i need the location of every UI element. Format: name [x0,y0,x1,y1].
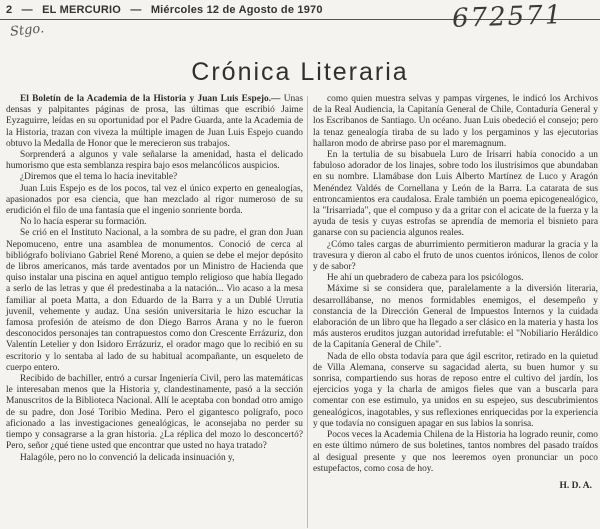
author-signature: H. D. A. [559,480,592,491]
paragraph: Pocos veces la Academia Chilena de la Historia ha logrado reunir, como en este último número de sus boletines, tantos nombres del pasado traídos al desigual presente y que nos leeremos oyen pronunciar un poco estupefactos, como cosa de hoy. [313,430,598,474]
paragraph: No lo hacía esperar su formación. [20,217,147,228]
header-dash: — [130,4,142,16]
handwritten-location-note: Stgo. [9,21,45,40]
paragraph: ¿Cómo tales cargas de aburrimiento permitieron madurar la gracia y la travesura y dieron al cabo el fruto de unos cuentos irónicos, llenos de color y de sabor? [313,239,598,273]
paragraph: Juan Luis Espejo es de los pocos, tal vez el único experto en genealogías, apasionados por esa ciencia, que han mezclado al rigor numeroso de su erudición el filo de una fantasía que el ingenio sonriente borda. [6,183,303,217]
right-column [313,94,598,492]
page-number: 2 [6,4,13,16]
left-column [6,94,303,464]
paragraph: He ahí un quebradero de cabeza para los psicólogos. [327,273,524,284]
paragraph: Nada de ello obsta todavía para que ágil escritor, retirado en la quietud de Villa Alemana, conserve su sagacidad alerta, su buen humor y su sonrisa, compartiendo sus horas de reposo entre el cultivo del jardín, los ejercicios yoga y la charla de amigos fieles que van a buscarla para comentar con ese estimulo, ya unidos en su espejeo, sus descubrimientos genealógicos, inagotables, y sus reflexiones enriquecidas por la experiencia y que todavía no consiguen apagar en sus labios la sonrisa. [313,351,598,429]
paragraph: Máxime si se considera que, paralelamente a la diversión literaria, desarrollábanse, no menos formidables enemigos, el desempeño y constancia de la Dirección General de Impuestos Internos y la cuidada elaboración de un libro que ha llegado a ser clásico en la materia y hasta los más austeros eruditos juzgan autoridad irrefutable: el "Nobiliario Heráldico de la Capitanía General de Chile". [313,284,598,351]
paragraph: Se crió en el Instituto Nacional, a la sombra de su padre, el gran don Juan Nepomuceno, entre una asamblea de monumentos. Conoció de cerca al bibliógrafo boliviano Gabriel René Moreno, a quien se debe el mejor depósito de libros americanos, más tarde aventados por un Ministro de Hacienda que quiso instalar una piscina en aquel antiguo templo religioso que había llegado a serlo de las letras y que él predestinaba a la natación... Vio acaso a la mesa familiar al poeta Matta, a don Eduardo de la Barra y a un Dublé Urrutia juvenil, vehemente y audaz. Una sesión universitaria le hizo escuchar la famosa profesión de ateísmo de don Diego Barros Arana y no le fueron desconocidos personajes tan contrapuestos como don Crescente Errázuriz, don Valentín Letelier y don Isidoro Errázuriz, el orador mago que lo recibió en su escritorio y lo sentaba al lado de su habitual acompañante, un esqueleto de cuerpo entero. [6,228,303,373]
column-divider [307,96,308,528]
publication-date: Miércoles 12 de Agosto de 1970 [150,4,323,16]
handwritten-archive-number: 672571 [451,0,564,34]
header-dash: — [21,4,33,16]
paragraph: Halagóle, pero no lo convenció la delicada insinuación y, [20,452,235,463]
paragraph: Sorprenderá a algunos y vale señalarse la amenidad, hasta el delicado humorismo que esta semblanza respira bajo esos melancólicos auspicios. [6,150,303,172]
article-title: Crónica Literaria [191,58,409,86]
paragraph: ¿Diremos que el tema lo hacía inevitable? [20,172,178,183]
paragraph: como quien muestra selvas y pampas vírgenes, le indicó los Archivos de la Real Audiencia, la Capitanía General de Chile, Contaduría General y los Escribanos de Santiago. Un océano. Juan Luis obedeció el consejo; pero la tenaz genealogía tiraba de su lado y los pergaminos y las ejecutorias hallaron modo de abrirse paso por el maremagnum. [313,94,598,149]
newspaper-name: EL MERCURIO [42,4,122,16]
paragraph-text: Unas densas y palpitantes páginas de prosa, las últimas que escribió Jaime Eyzaguirre, leídas en su oportunidad por el Padre Guarda, ante la Academia de la Historia, trazan con viveza la múltiple imagen de Juan Luis Espejo cuando obtuvo la Medalla de Honor que le merecieron sus trabajos. [6,94,303,149]
lead-paragraph [6,94,303,150]
lead-title: El Boletín de la Academia de la Historia y Juan Luis Espejo.— [20,94,281,104]
paragraph: Recibido de bachiller, entró a cursar Ingeniería Civil, pero las matemáticas le interesaban menos que la Historia y, clandestinamente, pasó a la sección Manuscritos de la Biblioteca Nacional. Allí le aceptaba con bondad otro amigo de su padre, don José Toribio Medina. Pero el gigantesco polígrafo, poco aficionado a las investigaciones genealógicas, le aconsejaba no perder su tiempo y consagrarse a la gran historia. ¿La réplica del mozo lo desconcertó? Pero, señor ¿qué tiene usted que encontrar que usted no haya tratado? [6,374,303,452]
paragraph: En la tertulia de su bisabuela Luro de Irisarri había conocido a un fabuloso adorador de los linajes, sobre todo los ilustrísimos que abundaban en su nombre. Llamábase don Luis Alberto Martínez de Luco y Aragón Menéndez Valdés de Cornellana y León de la Barra. La catarata de sus entroncamientos era caudalosa. Erale también un poema epicogenealógico, la "Irisarriada", que el compuso y da a gritar con el acicate de la fuerza y la ayuda de tesis y cuyas estrofas se aprendía de memoria el bisnieto para ganarse con su paciencia algunos reales. [313,150,598,239]
